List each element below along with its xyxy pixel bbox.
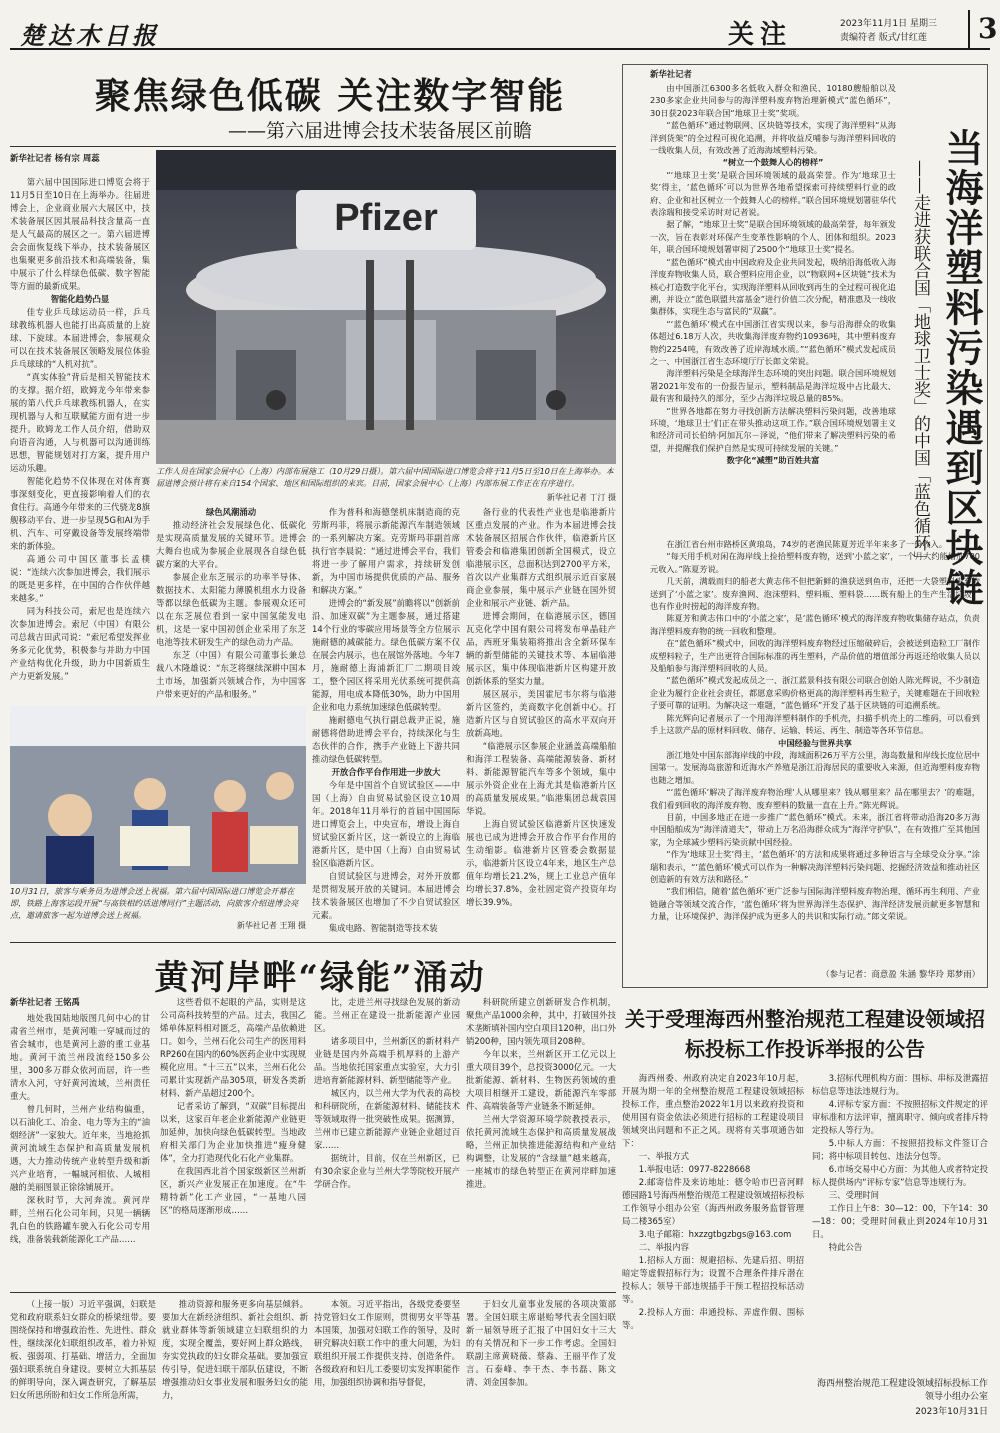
article2-subhead: ——走进获联合国「地球卫士奖」的中国「蓝色循环」: [910, 160, 930, 568]
paragraph: 上海自贸试验区临港新片区快速发展也已成为进博会开放合作平台作用的生动缩影。临港新片区管委会数据显示，临港新片区设立4年来，地区生产总值年均增长21.2%，规上工业总产值年均增长37.8%，金社固定资产投资年均增长39.9%。: [466, 819, 616, 907]
paragraph: 比，走进兰州寻找绿色发展的新动能。兰州正在建设一批新能源产业园区。: [314, 997, 460, 1033]
paragraph: 2.投标人方面：串通投标、弄虚作假、围标等。: [622, 1307, 804, 1330]
byline: 新华社记者: [650, 69, 692, 79]
article2-body-lower: [650, 538, 980, 964]
paragraph: 佳专业乒乓球运动员一样，乒乓球教练机器人也能打出高质量的上旋球、下旋球。本届进博会，参展观众可以在技术装备展区领略发展位体验乒乓球球的“人机对抗”。: [10, 307, 150, 369]
paragraph: 进博会期间，在临港展示区，德国瓦克化学中国有限公司将发布单晶硅产品，西班牙集装箱将推出含全新环保车辆的新型储能的关键技术等、本届临港展示区，集中体现临港新片区构建开放创新体系的坚实力量。: [466, 611, 616, 686]
article2-credit: [650, 968, 980, 982]
divider: [10, 1292, 616, 1293]
paragraph: 3.电子邮箱：hxzzgtbgzbgs@163.com: [638, 1229, 792, 1239]
article1-col3: [312, 506, 460, 933]
divider: [10, 942, 616, 943]
subheading: 智能化趋势凸显: [50, 294, 110, 304]
masthead: [10, 6, 998, 50]
paragraph: 6.市场交易中心方面：为其他人或者特定投标人提供场内“评标专家”信息等违规行为。: [812, 1164, 988, 1187]
paragraph: 1.举报电话：0977-8228668: [638, 1164, 751, 1174]
bottom-col1: [10, 1298, 156, 1426]
paragraph: “真实体验”背后是相关智能技术的支撑。据介绍，欧姆龙今年带来参展的第八代乒乓球教练机器人，在实现机器与人和互联赋能方面有进一步提升。欧姆龙工作人员介绍，借助双向语音沟通，人与机器可以沟通训练思想，智能规划对打方案，提升用户运动乐趣。: [10, 372, 150, 473]
caption-text: 10月31日，旅客与乘务员为进博会送上祝福。第六届中国国际进口博览会开幕在即，铁路上海客运段开展“与高铁相约话进博同行”主题活动，向旅客介绍进博会亮点，邀请旅客一起为进博会送上祝福。: [10, 887, 299, 920]
paragraph: “临港展示区参展企业涵盖高端船舶和海洋工程装备、高端能源装备、新材料、新能源智能汽车等多个领域，集中展示外资企业在上海尤其是临港新片区的高质量发展成果。”临港集团总裁袁国华说。: [466, 741, 616, 816]
paragraph: 今年以来，兰州新区开工亿元以上重大项目39个，总投资3000亿元。一大批新能源、新材料、生物医药领域的重大项目相继开工建设，新能源汽车零部件、高端装备等产业链条不断延伸。: [466, 1049, 616, 1111]
subheading: 数字化“减塑”助百姓共富: [726, 455, 820, 466]
paragraph: 海西州委、州政府决定自2023年10月起，开展为期一年的全州整治规范工程建设领域招标投标工作，重点整治2022年1月以来政府投资和使用国有资金依法必须进行招标的工程建设项目领域突出问题和不正之风。现将有关事项通告如下：: [622, 1073, 804, 1148]
paragraph: 高通公司中国区董事长孟樸说：“连续六次参加进博会，我们展示的既是更多样，在中国的合作伙伴越来越多。”: [10, 554, 150, 603]
paragraph: 在我国西北首个国家级新区兰州新区，新兴产业发展正在加速度。在“牛精特新”化工产业园，“一基地八园区”的格局逐渐形成……: [160, 1166, 306, 1215]
paragraph: 1.招标人方面：规避招标、先建后招、明招暗定等虚假招标行为；设置不合理条件排斥潜在投标人；领导干部违规插手干预工程招投标活动等。: [622, 1255, 804, 1304]
paragraph: 地处我国陆地版图几何中心的甘肃省兰州市，是黄河唯一穿城而过的省会城市，也是黄河上游的重工业基地。黄河干流兰州段流经150多公里，300多万群众依河而居，许一些清水入河，守好黄河流域，兰州责任重大。: [10, 1013, 150, 1101]
byline: 新华社记者 杨有宗 周蕊: [10, 153, 100, 163]
paragraph: “蓝色循环”模式由中国政府及企业共同发起，吸纳沿海低收入海洋废弃物收集人员，联合塑料应用企业，以“物联网+区块链”技术为核心打造数字化平台，实现海洋塑料从回收到再生的全过程可视化追溯，并设立“蓝色联盟共富基金”进行价值二次分配，精准惠及一线收集群体，实现生态与富民的“双赢”。: [650, 256, 896, 317]
booth-illustration: [156, 150, 616, 464]
paragraph: 推动经济社会发展绿色化、低碳化是实现高质量发展的关键环节。进博会大舞台也成为参展企业展现各自绿色低碳方案的大平台。: [156, 520, 306, 569]
paragraph: 同为科技公司，索尼也是连续六次参加进博会。索尼（中国）有限公司总裁吉田武司说：“索尼希望发挥业务多元化优势，积极参与并助力中国产业结构优化升级，助力中国新质生产力更新发展。”: [10, 606, 150, 681]
paragraph: 施耐德电气执行副总裁尹正说，施耐德将借助进博会平台，持续深化与生态伙伴的合作，携手产业链上下游共同推动绿色低碳转型。: [312, 715, 460, 764]
paragraph: “‘地球卫士奖’是联合国环境领域的最高荣誉。作为‘地球卫士奖’得主，‘蓝色循环’可以为世界各地希望探索可持续塑料行业的政府、企业和社区树立一个鼓舞人心的榜样。”联合国环境规划署驻华代表涂瑞和接受采访时对记者说。: [650, 169, 896, 218]
paragraph: 自贸试验区与进博会，对外开放都是贯彻发展开放的关键词。本届进博会技术装备展区也增加了不少自贸试验区元素。: [312, 871, 460, 920]
article3-col2: [160, 996, 306, 1288]
paragraph: 第六届中国国际进口博览会将于11月5日至10日在上海举办。往届进博会上，企业商业展六大展区中，技术装备展区因其展品科技含量高一直是人气最高的展区之一。第六届进博会会面恢复线下举办，技术装备展区也集聚更多前沿技术和高端装备，集中展示了什么样绿色低碳、数字智能等方面的最新成果。: [10, 177, 150, 291]
paragraph: 4.评标专家方面：不按照招标文件规定的评审标准和方法评审，擅离职守、倾向或者排斥特定投标人等行为。: [812, 1099, 988, 1135]
notice-signature: 海西州整治规范工程建设领域招标投标工作领导小组办公室: [816, 1379, 988, 1402]
paragraph: 据了解，“地球卫士奖”是联合国环境领域的最高荣誉，每年颁发一次，旨在表彰对环保产生变革性影响的个人、团体和组织。2023年，联合国环境规划署审阅了2500个“地球卫士奖”提名。: [650, 219, 896, 255]
paragraph: 一、举报方式: [638, 1151, 690, 1161]
paragraph: “我们相信，随着‘蓝色循环’更广泛参与国际海洋塑料废弃物治理、循环再生利用、产业链融合等领域交流合作，‘蓝色循环’将为世界海洋生态保护、海洋经济发展贡献更多智慧和力量，让环境保护、海洋保护成为更多人的共识和实际行动。”郎文荣说。: [650, 886, 980, 922]
subheading: 中国经验与世界共享: [778, 737, 852, 748]
paragraph: 由中国浙江6300多名低收入群众和渔民、10180艘船舶以及230多家企业共同参与的海洋塑料废弃物治理新模式“蓝色循环”，30日获2023年联合国“地球卫士奖”奖项。: [650, 83, 896, 118]
paragraph: 目前，中国多地正在进一步推广“蓝色循环”模式。未来，浙江省将带动沿海20多万海中国船舶成为“海洋清道夫”，带动上万名沿海群众成为“海洋守护队”，在有效推广至其他国家，为全球减少塑料污染贡献中国经验。: [650, 811, 980, 847]
paragraph: 科研院所建立创新研发合作机制，聚焦产品1000余种，其中，打破国外技术垄断填补国内空白项目120种，出口外销200种，国内领先项目208种。: [466, 997, 616, 1046]
article3-col1: [10, 1012, 150, 1288]
article2-headline: 当海洋塑料污染遇到区块链: [939, 128, 984, 608]
bottom-col4: [466, 1298, 616, 1426]
paragraph: 工作日上午8：30—12：00，下午14：30—18：00；受理时间截止到2024年10月31日。: [812, 1203, 988, 1239]
paragraph: “‘蓝色循环’解决了海洋废弃物治理‘人从哪里来？钱从哪里来？品在哪里去？’的难题，我们看到回收的海洋废弃物、废弃塑料的数量一直在上升。”陈光辉说。: [650, 787, 980, 810]
article3-headline: 黄河岸畔“绿能”涌动: [154, 958, 486, 998]
booth-sign: Pfizer: [334, 197, 438, 239]
notice-date: 2023年10月31日: [915, 1407, 988, 1417]
paragraph: 这些看似不起眼的产品，实则是这公司高科技转型的产品。过去，我国乙烯单体原料相对匮乏，高端产品依赖进口。如今，兰州石化公司生产的医用料RP260在国内的60%医药企业中实现规模化应用。“十三五”以来，兰州石化公司累计实现新产品305项，研发各类新材料、新产品超过200个。: [160, 997, 306, 1098]
paragraph: 备行业的代表性产业也是临港新片区重点发展的产业。作为本届进博会技术装备展区招展合作伙伴，临港新片区管委会和临港集团创新全国模式，设立临港展示区，总面积达到2700平方米，首次以产业集群方式组织展示近百家展商企业参展，集中展示产业链在国外贸企业和展示产业链、新产品。: [466, 507, 616, 608]
photo-pfizer-booth: [156, 150, 616, 464]
photo-train-passengers: [10, 706, 306, 884]
photo2-credit: 新华社记者 王翔 摄: [236, 921, 306, 930]
paragraph: “蓝色循环”通过物联网、区块链等技术，实现了海洋塑料“从海洋到货架”的全过程可视化追溯，并将收益反哺参与海洋塑料回收的一线收集人员，有效改善了近海海域塑料污染。: [650, 120, 896, 156]
paragraph: 陈光辉向记者展示了一个用海洋塑料制作的手机壳，扫描手机壳上的二维码，可以看到手上这款产品的原材料回收、储存、运输、转运、再生、制造等各环节信息。: [650, 712, 980, 736]
notice-title: 关于受理海西州整治规范工程建设领域招标投标工作投诉举报的公告: [625, 1007, 985, 1061]
photo1-credit: 新华社记者 丁汀 摄: [546, 493, 616, 502]
paragraph: “‘蓝色循环’模式在中国浙江省实现以来，参与沿海群众的收集体超过6.18万人次，共收集海洋废弃物约10936吨，其中塑料废弃物约2254吨，有效改善了近岸海域水质。”“蓝色循环”模式发起成员之一、中国浙江省生态环境厅厅长郎文荣说。: [650, 318, 896, 366]
article3-byline: [10, 996, 150, 1008]
paper-name: 楚达木日报: [20, 21, 160, 50]
article1-col2: [156, 506, 306, 716]
paragraph: 智能化趋势不仅体现在对体育赛事深刻变化，更直接影响着人们的衣食住行。高通今年带来的三代骁龙8旗舰移动平台、进一步呈现5G和AI为手机、汽车、可穿戴设备等发展终端带来的新体验。: [10, 476, 150, 551]
subheading: 绿色风潮涌动: [205, 507, 257, 517]
paragraph: 海洋塑料污染是全球海洋生态环境的突出问题。联合国环境规划署2021年发布的一份报告显示，塑料制品是海洋垃圾中占比最大、最有害和最持久的部分，至少占海洋垃圾总量的85%。: [650, 368, 896, 404]
article1-byline: [10, 152, 150, 162]
subheading: “树立一个鼓舞人心的榜样”: [722, 157, 824, 168]
paragraph: “世界各地都在努力寻找创新方法解决塑料污染问题，改善地球环境，‘地球卫士’们正在带头推动这项工作。”联合国环境规划署主义和经济司司长伯纳·阿加瓦尔－泽说，“他们带来了解决塑料污染的希望，并提醒我们保护自然是实现可持续发展的关键。”: [650, 405, 896, 453]
paragraph: 特此公告: [828, 1242, 863, 1252]
paragraph: 三、受理时间: [828, 1190, 880, 1200]
credit: （参与记者：商意盈 朱涵 黎华玲 郑梦雨）: [821, 969, 980, 979]
paragraph: 今年是中国首个自贸试验区——中国（上海）自由贸易试验区设立10周年。2018年11月举行的首届中国国际进口博览会上，中央宣布，增设上海自贸试验区新片区，这一新设立的上海临港新片区，是中国（上海）自由贸易试验区临港新片区。: [312, 780, 460, 868]
section-name: 关注: [728, 20, 793, 50]
paragraph: “蓝色循环”模式发起成员之一、浙江蓝景科技有限公司联合创始人陈光辉说，不少制造企业为履行企业社会责任，都愿意采购价格更高的海洋塑料再生粒子，关键难题在于回收粒子要可靠的证明。为解决这一难题，“蓝色循环”开发了基于区块链的可追溯系统。: [650, 675, 980, 711]
paragraph: 2.邮寄信件及来访地址：德令哈市巴音河畔德园路1号海西州整治规范工程建设领域招标投标工作领导小组办公室（海西州政务服务监督管理局二楼365室）: [622, 1177, 804, 1226]
article1-headline: 聚焦绿色低碳 关注数字智能: [94, 75, 566, 117]
article2-byline: [650, 68, 770, 80]
paragraph: 城区内，以兰州大学为代表的高校和科研院所，在新能源材料、储能技术等领域取得一批突破性成果。据测算，兰州市已建立新能源产业链企业超过百家……: [314, 1088, 460, 1150]
article1-col1: [10, 176, 150, 704]
bottom-col2: [162, 1298, 308, 1426]
paragraph: 3.招标代理机构方面：围标、串标及泄露招标信息等违法违规行为。: [812, 1073, 988, 1096]
paragraph: 几天前，满载而归的船老大黄志伟不但把新鲜的渔获送到鱼市，还把一大袋塑料废弃物送到了‘小蓝之家’。废弃渔网、泡沫塑料、塑料瓶、塑料袋……既有船上的生产生活垃圾，也有作业时捞起的海洋废弃物。: [650, 576, 980, 612]
paragraph: 在“蓝色循环”模式中，回收的海洋塑料废弃物经过压缩破碎后，会被送到造粒工厂制作成塑料粒子，生产出更符合国际标准的再生塑料，产品价值的增值部分再返还给收集人员以及船舶参与海洋塑料回收的人员。: [650, 638, 980, 674]
article1-subhead: ——第六届进博会技术装备展区前瞻: [227, 120, 532, 142]
paragraph: 深秋时节，大河奔流。黄河岸畔，兰州石化公司年间，只见一辆辆乳白色的铁路罐车驶入石化公司专用线，准备装载新能源化工产品……: [10, 1195, 150, 1244]
article2-body-upper: [650, 82, 896, 538]
divider: [10, 146, 616, 147]
article1-col4: [466, 506, 616, 926]
caption-text: 工作人员在国家会展中心（上海）内部布展施工（10月29日摄）。第六届中国国际进口博览会将于11月5日至10日在上海举办。本届进博会预计将有来自154个国家、地区和国际组织的来宾。目前，国家会展中心（上海）内部布展工作正在有序进行。: [156, 467, 614, 488]
editor-line: 责编符者 版式/甘红莲: [840, 33, 927, 43]
bottom-col3: [314, 1298, 460, 1426]
paragraph: 展区展示，美国霍尼韦尔将与临港新片区签约，美商数字化创新中心。打造新片区与自贸试验区的高水平双向开放新高地。: [466, 689, 616, 738]
paragraph: “每天用手机对闲在海岸线上捡拾塑料废弃物，送到‘小蓝之家’，一个月大约能增加700元收入。”陈夏芳说。: [650, 551, 980, 574]
paragraph: 陈夏芳和黄志伟口中的‘小蓝之家’，是‘蓝色循环’模式的海洋废弃物收集储存站点，负责海洋塑料废弃物的统一回收和整理。: [650, 613, 980, 636]
article3-col4: [466, 996, 616, 1288]
paragraph: 二、举报内容: [638, 1242, 690, 1252]
notice-col2: [812, 1072, 988, 1372]
paragraph: 曾几何时，兰州产业结构偏重，以石油化工、冶金、电力等为主的“油烟经济”一家独大。近年来，当地抢抓黄河流域生态保护和高质量发展机遇，大力推动传统产业转型升级和新兴产业培育，一幅城河相依、人城相融的美丽图景正徐徐铺展开。: [10, 1104, 150, 1192]
paragraph: 记者采访了解到，“双碳”目标提出以来，这家百年老企业新能源产业链更加延伸，加快向绿色低碳转型。当地政府相关部门为企业加快推进“瘦身健体”，全力打造现代化石化产业集群。: [160, 1101, 306, 1163]
subheading: 开放合作平台作用进一步放大: [331, 767, 441, 777]
notice-col1: [622, 1072, 804, 1392]
paragraph: 兰州大学资源环境学院教授表示，依托黄河流域生态保护和高质量发展战略，兰州正加快推进能源结构和产业结构调整，让发展的“含绿量”越来越高，一座城市的绿色转型正在黄河岸畔加速推进。: [466, 1114, 616, 1189]
paragraph: 诸多项目中，兰州新区的新材料产业链是国内外高端手机厚料的上游产品。当地依托国家重点实验室，大力引进培育新能源材料、新型储能等产业。: [314, 1036, 460, 1085]
paragraph: 参展企业东芝展示的功率半导体、数据技术、太阳能力薄膜机组水力设备等都以绿色低碳为主题。参展观众还可以在东芝展位看到一家中国氢能发电机，这是一家中国初创企业采用了东芝电池等技术研发生产的绿色动力产品。: [156, 572, 306, 647]
byline: 新华社记者 王铭禹: [10, 997, 80, 1007]
paragraph: 据统计，目前，仅在兰州新区，已有30余家企业与兰州大学等院校开展产学研合作。: [314, 1153, 460, 1189]
paragraph: 推动资源和服务更多向基层倾斜。要加大在新经济组织、新社会组织、新就业群体等新领域建立妇联组织的力度，实现全覆盖，要好网上群众路线，夯实党执政的妇女群众基础。要加强宣传引导，促进妇联干部队伍建设，不断增强推动妇女事业发展和服务妇女的能力，: [162, 1299, 308, 1400]
train-illustration: [10, 706, 306, 884]
paragraph: 进博会的“新发展”前瞻将以“创新前沿、加速双碳”为主题参展，通过搭建14个行业的零碳应用场景等全方位展示施耐德的减碳能力。绿色低碳方案不仅在展会内展示，也在展馆外落地。今年7月，施耐德上海浦新汇厂二期项目竣工，整个园区将采用光伏系统可提供高能源，用电成本降低30%，助力中国用企业和电力系统加速绿色低碳转型。: [312, 598, 460, 712]
issue-date: 2023年11月1日 星期三: [840, 19, 937, 29]
paragraph: 5.中标人方面：不按照招投标文件签订合同；将中标项目转包、违法分包等。: [812, 1138, 988, 1161]
paragraph: 东芝（中国）有限公司董事长兼总裁八木隆雄说：“东芝将继续深耕中国本土市场，加强新兴领域合作，为中国客户带来更好的产品和服务。”: [156, 650, 306, 699]
paragraph: 本领。习近平指出，各级党委要坚持党管妇女工作原则，贯彻男女平等基本国策，加强对妇联工作的领导，及时研究解决妇联工作中的重大问题，为妇联组织开展工作提供支持、创造条件。各级政府和妇儿工委要切实发挥职能作用，加强组织协调和指导督促，: [314, 1299, 460, 1387]
article3-col3: [314, 996, 460, 1288]
paragraph: “作为‘地球卫士奖’得主，‘蓝色循环’的方法和成果将通过多种语言与全球受众分享。”涂瑞和表示，“‘蓝色循环’模式可以作为一种解决海洋塑料污染问题、挖掘经济效益和推动社区创造新的有效方法和路径。”: [650, 849, 980, 884]
paragraph: 浙江地处中国东部海岸线的中段，海域面积26万平方公里，海岛数量和岸线长度位居中国第一。发展海岛旅游和近海水产养殖是浙江沿海居民的重要收入来源，但近海塑料废弃物也随之增加。: [650, 749, 980, 785]
paragraph: 作为普科和海德堡机床制造商的克劳斯玛菲，将展示新能源汽车制造领域的一系列解决方案。克劳斯玛菲副首席执行官李晨说：“通过进博会平台，我们将进一步了解用户需求，持续研发创新，为中国市场提供优质的产品、服务和解决方案。”: [312, 507, 460, 595]
paragraph: 集成电路、智能制造等技术装: [328, 923, 438, 933]
page-number: 3: [968, 10, 997, 48]
paragraph: 于妇女儿童事业发展的各项决策部署。全国妇联主席谌贻琴代表全国妇联新一届领导班子汇报了中国妇女十三大的有关情况和下一步工作考虑。全国妇联副主席黄晓薇、蔡淼、王丽平作了发言。石泰峰、李干杰、李书磊、陈文清、刘金国参加。: [466, 1299, 616, 1387]
paragraph: （上接一版）习近平强调，妇联是党和政府联系妇女群众的桥梁纽带。要围绕保持和增强政治性、先进性、群众性，继续深化妇联组织改革，着力补短板、强弱项、打基础、增活力，全面加强妇联系统自身建设。要树立大抓基层的鲜明导向，深入调查研究，了解基层妇女所思所盼和妇女工作所急所需，: [10, 1299, 156, 1400]
paragraph: 在浙江省台州市路桥区黄琅岛，74岁的老渔民陈夏芳近半年来多了一份收入。: [666, 539, 947, 549]
